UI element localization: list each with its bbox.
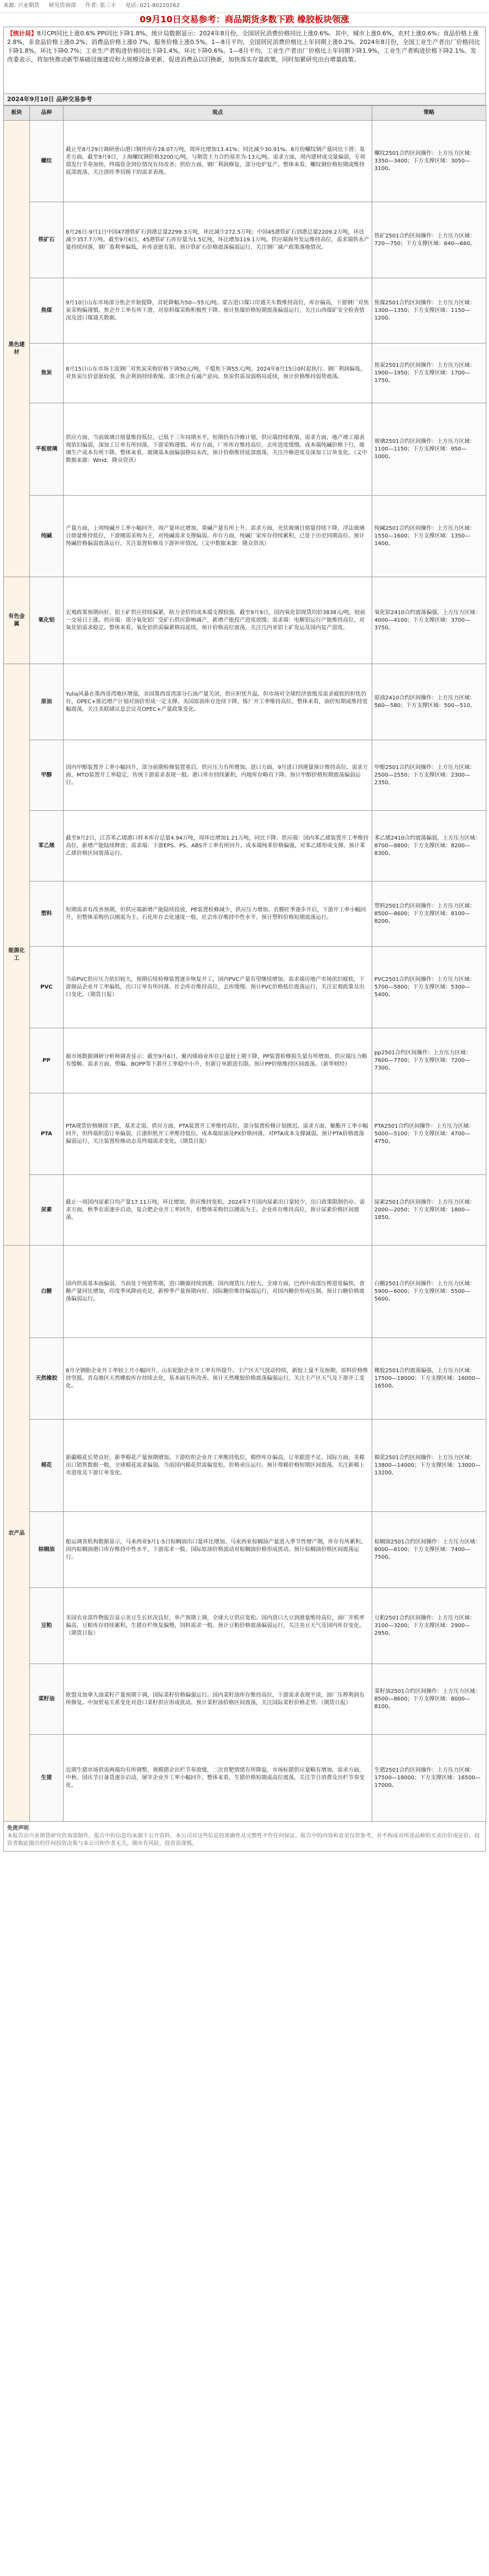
strategy-cell: 氧化铝2410合约震荡偏强，上方压力区域：4000—4100；下方支撑区域：3700—3750。 bbox=[372, 577, 486, 664]
variety-cell: PVC bbox=[30, 947, 64, 1028]
variety-cell: 天然橡胶 bbox=[30, 1338, 64, 1420]
header-view: 观点 bbox=[64, 106, 372, 121]
disclaimer-title: 免责声明 bbox=[7, 1825, 29, 1831]
strategy-cell: 苯乙烯2410合约震荡偏弱，上方压力区域：8700—8800；下方支撑区域：8200—8300。 bbox=[372, 811, 486, 881]
strategy-cell: PVC2501合约区间操作：上方压力区域：5700—5800；下方支撑区域：5300—5400。 bbox=[372, 947, 486, 1028]
variety-cell: 苯乙烯 bbox=[30, 811, 64, 881]
variety-cell: 原油 bbox=[30, 664, 64, 740]
variety-cell: 生猪 bbox=[30, 1735, 64, 1822]
variety-cell: 平板玻璃 bbox=[30, 403, 64, 496]
variety-cell: 螺纹 bbox=[30, 121, 64, 202]
variety-cell: 氧化铝 bbox=[30, 577, 64, 664]
variety-cell: PP bbox=[30, 1028, 64, 1093]
view-cell: 8月26日-9月1日中国47港铁矿石到港总量2299.3万吨，环比减少272.5万吨；中国45港铁矿石到港总量2209.2万吨，环比减少357.7万吨。截至9月6日，45港铁矿石库存量为1.5亿吨，环比增加119.1万吨。供应端海外发运维持高位，需求端铁水产量持续回落，钢厂盈利率偏低，补库意愿有限。预计铁矿石价格震荡偏弱运行，关注钢厂减产政策落地情况。 bbox=[64, 202, 372, 278]
table-row bbox=[4, 121, 486, 202]
strategy-cell: 豆粕2501合约区间操作：上方压力区域：3100—3200；下方支撑区域：2900—2950。 bbox=[372, 1588, 486, 1664]
table-row bbox=[4, 1175, 486, 1246]
strategy-cell: pp2501合约区间操作：上方压力区域：7600—7700；下方支撑区域：7200—7300。 bbox=[372, 1028, 486, 1093]
table-row bbox=[4, 1664, 486, 1735]
table-row bbox=[4, 740, 486, 811]
page-title: 09月10日交易参考：商品期货多数下跌 橡胶板块领涨 bbox=[139, 14, 350, 24]
sector-cell: 有色金属 bbox=[4, 577, 30, 664]
strategy-cell: PTA2501合约区间操作：上方压力区域：5000—5100；下方支撑区域：4700—4750。 bbox=[372, 1093, 486, 1175]
view-cell: PTA现货价格继续下跌，基差走弱。供应方面，PTA装置开工率维持高位，部分装置检修计划推迟。需求方面，聚酯开工率小幅回升，但终端织造订单偏弱，江浙织机开工率维持低位。成本端原油及PX价格回落，对PTA成本支撑减弱。预计PTA价格震荡偏弱运行，关注装置检修动态及终端需求变化。（期货日报） bbox=[64, 1093, 372, 1175]
date-header: 2024年9月10日 品种交易参考 bbox=[3, 94, 486, 105]
variety-cell: 铁矿石 bbox=[30, 202, 64, 278]
variety-cell: PTA bbox=[30, 1093, 64, 1175]
view-cell: 9月10日山东市场部分焦企开始提降，首轮降幅为50—55元/吨。蒙古进口煤口岸通关车数维持高位，库存偏高，下游钢厂对焦炭采购偏谨慎，焦企开工率有所下滑，对原料煤采购积极性下降。预计焦煤价格短期震荡偏弱运行，关注山西煤矿安全检查情况及进口煤通关数据。 bbox=[64, 278, 372, 343]
view-cell: 国内供需基本面偏弱，当前处于纯销售期，进口糖源持续到港，国内现货压力较大。全球方面，巴西中南部压榨进度偏快，食糖产量同比增加，印度季风降雨充足，新榨季产量预期向好。国际糖价维持偏弱运行，对国内糖价形成压制。预计白糖价格震荡偏弱运行。 bbox=[64, 1246, 372, 1338]
strategy-cell: 甲醇2501合约区间操作：上方压力区域：2500—2550；下方支撑区域：2300—2350。 bbox=[372, 740, 486, 811]
strategy-cell: 塑料2501合约区间操作：上方压力区域：8500—8600；下方支撑区域：8100—8200。 bbox=[372, 881, 486, 947]
table-header-row bbox=[4, 106, 486, 121]
view-cell: 宏观政策预期向好，铝土矿供应持续偏紧，助力金价的成本端支撑较强。截至9月9日，国内氧化铝现货均价3838元/吨，较前一交易日上涨。供应端：部分氧化铝厂受矿石供应影响减产，新增产能投产进度放缓；需求端：电解铝运行产能维持高位，对氧化铝需求稳定。整体来看，氧化铝供需偏紧格局延续，预计价格高位震荡，关注几内亚铝土矿发运及国内复产进度。 bbox=[64, 577, 372, 664]
variety-cell: 焦煤 bbox=[30, 278, 64, 343]
strategy-cell: 棉花2501合约区间操作：上方压力区域：13800—14000；下方支撑区域：13000—13200。 bbox=[372, 1420, 486, 1512]
strategy-cell: 纯碱2501合约区间操作：上方压力区域：1550—1600；下方支撑区域：1350—1400。 bbox=[372, 496, 486, 577]
view-cell: 当前PVC供应压力依旧较大，预期后续检修装置逐步恢复开工，国内PVC产量有望继续增加。需求端房地产市场依旧疲软，下游制品企业开工率偏低，出口订单有所回落。社会库存维持高位，去库缓慢。预计PVC价格低位震荡运行，关注宏观政策及出口变化。（期货日报） bbox=[64, 947, 372, 1028]
strategy-cell: 菜籽油2501合约区间操作：上方压力区域：8500—8600；下方支撑区域：8000—8100。 bbox=[372, 1664, 486, 1735]
view-cell: 供应方面，当前玻璃日熔量维持低位，已低于三年同期水平，短期仍有冷修计划，供应端持续收缩。需求方面，地产竣工端表现依旧偏弱，深加工订单有所回落，下游采购谨慎。库存方面，厂库库存维持高位，去库进度缓慢。成本端纯碱价格下行，玻璃生产成本有所下降。整体来看，玻璃基本面偏弱格局未改，预计价格维持底部震荡，关注冷修进度及深加工订单变化。（文中数据来源：Wind，隆众资讯） bbox=[64, 403, 372, 496]
table-row bbox=[4, 1420, 486, 1512]
view-cell: 8月15日山东市场主流钢厂对焦炭采购价格下调50元/吨，干熄焦下调55元/吨，2024年8月15日0时起执行。钢厂利润偏低，对焦炭压价意愿较强，焦企利润持续收缩，部分焦企有减产意向。焦炭供需双弱格局延续，预计价格维持弱势震荡。 bbox=[64, 343, 372, 403]
disclaimer bbox=[3, 1822, 486, 1852]
view-cell: Yulia风暴在墨西哥湾地区增强，美国墨西哥湾部分石油产量关闭，供应担忧升温。但市场对全球经济放缓及需求疲软的担忧仍存，OPEC+推迟增产计划对油价形成一定支撑。美国原油库存连续下降，炼厂开工率维持高位。整体来看，油价短期或维持宽幅震荡，关注美联储议息会议及OPEC+产量政策变化。 bbox=[64, 664, 372, 740]
table-row bbox=[4, 1028, 486, 1093]
table-row bbox=[4, 278, 486, 343]
variety-cell: 尿素 bbox=[30, 1175, 64, 1246]
author-label: 作者: 张三丰 bbox=[85, 3, 116, 9]
variety-cell: 塑料 bbox=[30, 881, 64, 947]
view-cell: 截止一周国内尿素日均产量17.11万吨，环比增加，供应维持宽松。2024年7月国内尿素出口量较少，出口政策限制仍存。需求方面，秋季农需逐步启动，复合肥企业开工率回升，但整体采购仍以刚需为主。企业库存维持高位，预计尿素价格区间震荡。 bbox=[64, 1175, 372, 1246]
intro-text: 8月CPI同比上涨0.6% PPI同比下降1.8%。统计局数据显示：2024年8月份，全国居民消费价格同比上涨0.6%。其中，城市上涨0.6%，农村上涨0.6%；食品价格上涨2.8%，非食品价格上涨0.2%；消费品价格上涨0.7%，服务价格上涨0.5%。1—8月平均，全国居民消费价格比上年同期上涨0.2%。2024年8月份，全国工业生产者出厂价格同比下降1.8%，环比下降0.7%；工业生产者购进价格同比下降1.4%，环比下降0.6%。1—8月平均，工业生产者出厂价格比上年同期下降1.9%，工业生产者购进价格下降2.1%。发改委表示，将加快推动新型基础设施建设和大规模设备更新，促进消费品以旧换新，加快落实存量政策，同时加紧研究出台增量政策。 bbox=[7, 30, 480, 63]
sector-cell: 农产品 bbox=[4, 1246, 30, 1822]
reference-table bbox=[3, 105, 486, 1822]
table-row bbox=[4, 1588, 486, 1664]
table-body bbox=[4, 121, 486, 1822]
disclaimer-text: 本报告由兴业期货研究咨询部制作，报告中的信息均来源于公开资料，本公司对这些信息的准确性及完整性不作任何保证。报告中的内容和意见仅供参考，并不构成对所述品种的买卖出价或征价。投资者据此做出的任何投资决策与本公司和作者无关。期市有风险，投资需谨慎。 bbox=[7, 1833, 480, 1847]
strategy-cell: 白糖2501合约区间操作：上方压力区域：5900—6000；下方支撑区域：5500—5600。 bbox=[372, 1246, 486, 1338]
view-cell: 8月全钢胎企业开工率较上月小幅回升，山东轮胎企业开工率有所提升。主产区天气扰动持续，新胶上量不及预期，原料价格维持坚挺。青岛地区天然橡胶库存持续去化，基本面有所改善。预计天然橡胶价格震荡偏强运行，关注主产区天气及下游开工变化。 bbox=[64, 1338, 372, 1420]
strategy-cell: 铁矿2501合约区间操作：上方压力区域：720—750；下方支撑区域：640—660。 bbox=[372, 202, 486, 278]
source-label: 来源: 兴业期货 bbox=[3, 3, 40, 9]
strategy-cell: 焦煤2501合约区间操作：上方压力区域：1300—1350；下方支撑区域：1150—1200。 bbox=[372, 278, 486, 343]
header-sector: 板块 bbox=[4, 106, 30, 121]
strategy-cell: 橡胶2501合约震荡偏强，上方压力区域：17500—18000；下方支撑区域：16000—16500。 bbox=[372, 1338, 486, 1420]
strategy-cell: 玻璃2501合约区间操作：上方压力区域：1100—1150；下方支撑区域：950—1000。 bbox=[372, 403, 486, 496]
table-row bbox=[4, 1735, 486, 1822]
table-row bbox=[4, 496, 486, 577]
variety-cell: 白糖 bbox=[30, 1246, 64, 1338]
view-cell: 国内甲醇装置开工率小幅回升，部分前期检修装置重启，供应压力有所增加。进口方面，9月进口到港量预计维持高位。需求方面，MTO装置开工率稳定，传统下游需求表现一般。港口库存持续累积，内地库存略有下降。预计甲醇价格短期震荡偏弱运行。 bbox=[64, 740, 372, 811]
sector-cell: 能源化工 bbox=[4, 664, 30, 1246]
strategy-cell: 生猪2501合约区间操作：上方压力区域：17500—18000；下方支撑区域：16500—17000。 bbox=[372, 1735, 486, 1822]
variety-cell: 纯碱 bbox=[30, 496, 64, 577]
variety-cell: 棉花 bbox=[30, 1420, 64, 1512]
department-label: 研究咨询部 bbox=[48, 3, 76, 9]
view-cell: 近期生猪市场供需两端均有所调整，规模猪企出栏节奏放缓，二次育肥情绪有所降温，市场标猪供应量略有增加。需求方面，中秋、国庆节日备货逐步启动，屠宰企业开工率小幅回升。整体来看，生猪价格短期或高位震荡，关注节日消费及出栏节奏变化。 bbox=[64, 1735, 372, 1822]
view-cell: 美国农业部作物报告显示美豆生长状况良好，单产预期上调，全球大豆供应宽松。国内进口大豆到港量维持高位，油厂开机率偏高，豆粕库存持续累积。生猪存栏恢复偏慢，饲料需求一般。预计豆粕价格震荡偏弱运行，关注美豆天气及国内库存变化。（期货日报） bbox=[64, 1588, 372, 1664]
table-row bbox=[4, 1338, 486, 1420]
top-bar bbox=[0, 0, 489, 12]
variety-cell: 棕榈油 bbox=[30, 1512, 64, 1588]
strategy-cell: 原油2410合约区间操作：上方压力区域：560—580；下方支撑区域：500—510。 bbox=[372, 664, 486, 740]
strategy-cell: 螺纹2501合约区间操作：上方压力区域：3350—3400；下方支撑区域：3050—3100。 bbox=[372, 121, 486, 202]
table-row bbox=[4, 1093, 486, 1175]
strategy-cell: 棕榈油2501合约区间操作：上方压力区域：8000—8100；下方支撑区域：7400—7500。 bbox=[372, 1512, 486, 1588]
view-cell: 截止至8月29日调研唐山港口钢坯库存28.07万吨，周环比增加13.41%；同比减少30.91%。8月份螺纹钢产量同比下滑；基差方面，截至9月9日，上海螺纹钢价格3200元/吨，与期货主力合约基差为-13元/吨。需求方面，周内建材成交量偏弱，专项债发行节奏加快，终端资金到位情况有待改善；供给方面，钢厂利润修复，部分电炉复产。整体来看，螺纹钢价格短期或维持底部震荡，关注淡旺季切换下的需求表现。 bbox=[64, 121, 372, 202]
table-row bbox=[4, 1512, 486, 1588]
view-cell: 船运调查机构数据显示，马来西亚9月1-5日棕榈油出口量环比增加。马来西亚棕榈油产量进入季节性增产期，库存有所累积。国内棕榈油港口库存维持中性水平，下游需求一般。国际原油价格波动对棕榈油价格形成扰动。预计棕榈油价格区间震荡运行。 bbox=[64, 1512, 372, 1588]
table-row bbox=[4, 1246, 486, 1338]
table-row bbox=[4, 811, 486, 881]
phone-label: 电话: 021-80220262 bbox=[125, 3, 180, 9]
table-row bbox=[4, 403, 486, 496]
view-cell: 产量方面，上周纯碱开工率小幅回升，周产量环比增加，重碱产量有所上升。需求方面，光伏玻璃日熔量持续下降，浮法玻璃日熔量维持低位，下游刚需采购为主，对纯碱需求支撑偏弱。库存方面，纯碱厂家库存持续累积，已处于历史同期高位。预计纯碱价格偏弱震荡运行，关注装置检修及下游补库情况。（文中数据来源：隆众资讯） bbox=[64, 496, 372, 577]
table-row bbox=[4, 664, 486, 740]
table-row bbox=[4, 577, 486, 664]
sector-cell: 黑色建材 bbox=[4, 121, 30, 577]
strategy-cell: 焦炭2501合约区间操作：上方压力区域：1900—1950；下方支撑区域：1700—1750。 bbox=[372, 343, 486, 403]
view-cell: 欧盟及加拿大油菜籽产量预期下调，国际菜籽价格偏强运行。国内菜籽油库存维持高位，下游需求表现平淡，油厂压榨利润有所修复。中加贸易关系变化对进口菜籽供应形成扰动。预计菜籽油价格区间震荡，关注国际菜籽价格走势。（期货日报） bbox=[64, 1664, 372, 1735]
header-variety: 品种 bbox=[30, 106, 64, 121]
intro-label: 【统计局】 bbox=[7, 30, 37, 37]
intro-box bbox=[3, 27, 486, 94]
view-cell: 新疆棉花长势良好，新季棉花产量预期增加。下游纺织企业开工率维持低位，棉纱库存偏高，订单跟进不足。国际方面，美棉出口销售数据一般，全球棉花需求偏弱。当前国内棉花供需偏宽松，价格承压运行。预计郑棉价格短期区间震荡，关注新棉上市进度及下游订单变化。 bbox=[64, 1420, 372, 1512]
view-cell: 短期需求有改善预期，但供应端新增产能陆续投放，PE装置检修减少，供应压力增加。农膜旺季逐步开启，下游开工率小幅回升，但整体采购仍以刚需为主。石化库存去化速度一般，社会库存维持中性水平。预计塑料价格短期震荡运行。 bbox=[64, 881, 372, 947]
strategy-cell: 尿素2501合约区间操作：上方压力区域：2000—2050；下方支撑区域：1800—1850。 bbox=[372, 1175, 486, 1246]
view-cell: 据市场数据调研分析师调查显示：截至9月6日，聚丙烯商业库存总量较上期下降，PP装置检修损失量有所增加，供应端压力略有缓解。需求方面，塑编、BOPP等下游开工率稳中小升，但新订单跟进有限。预计PP价格维持区间震荡。（新华财经） bbox=[64, 1028, 372, 1093]
variety-cell: 菜籽油 bbox=[30, 1664, 64, 1735]
table-row bbox=[4, 202, 486, 278]
variety-cell: 甲醇 bbox=[30, 740, 64, 811]
table-row bbox=[4, 947, 486, 1028]
variety-cell: 焦炭 bbox=[30, 343, 64, 403]
table-row bbox=[4, 881, 486, 947]
table-row bbox=[4, 343, 486, 403]
variety-cell: 豆粕 bbox=[30, 1588, 64, 1664]
view-cell: 截至9月2日，江苏苯乙烯港口样本库存总量4.94万吨，周环比增加1.21万吨，同比下降。供应端：国内苯乙烯装置开工率维持高位，新增产能陆续释放；需求端：下游EPS、PS、ABS开工率有所回升。成本端纯苯价格偏强，对苯乙烯形成支撑。预计苯乙烯价格区间震荡运行。 bbox=[64, 811, 372, 881]
header-strategy: 策略 bbox=[372, 106, 486, 121]
